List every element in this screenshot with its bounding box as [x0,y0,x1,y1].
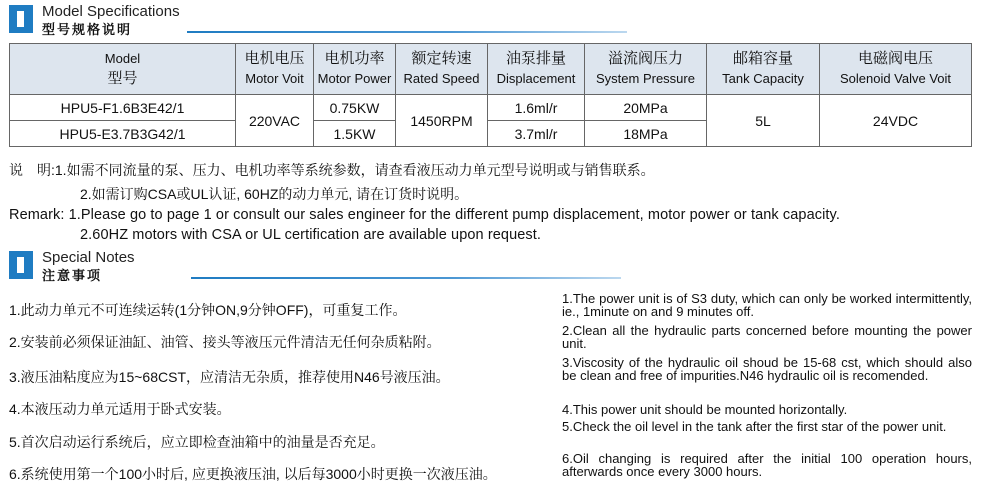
remark-en-line2: 2.60HZ motors with CSA or UL certification are available upon request. [80,227,542,243]
section-title-zh: 型号规格说明 [42,22,133,37]
section-title-en: Model Specifications [42,3,180,20]
section-header-special-notes [9,249,629,283]
cell-pressure: 18MPa [585,121,707,147]
section-marker-icon [9,251,33,279]
section-title-en: Special Notes [42,249,135,266]
cell-speed: 1450RPM [396,95,488,147]
cell-power: 0.75KW [314,95,396,121]
header-solenoid-voltage: 电磁阀电压 Solenoid Valve Voit [820,44,972,95]
section-rule [187,31,627,33]
header-motor-power: 电机功率 Motor Power [314,44,396,95]
special-en-item: 1.The power unit is of S3 duty, which can only be worked intermittently, ie., 1minute on and 9 minutes off. [562,291,972,319]
special-en-item: 2.Clean all the hydraulic parts concerned before mounting the power unit. [562,323,972,351]
table-header-row [10,44,972,95]
section-rule [191,277,621,279]
note-zh-text1: 1.如需不同流量的泵、压力、电机功率等系统参数，请查看液压动力单元型号说明或与销售联系。 [54,162,655,178]
header-system-pressure: 溢流阀压力 System Pressure [585,44,707,95]
special-zh-item: 4.本液压动力单元适用于卧式安装。 [9,401,231,417]
note-zh-line1 [9,160,655,180]
special-en-item: 5.Check the oil level in the tank after the first star of the power unit. [562,419,947,434]
cell-power: 1.5KW [314,121,396,147]
section-header-model-specifications [9,3,629,37]
remark-en-line1: Remark: 1.Please go to page 1 or consult our sales engineer for the different pump displacement, motor power or tank capacity. [9,207,840,223]
cell-solenoid: 24VDC [820,95,972,147]
note-zh-prefix: 说 明: [9,162,55,178]
cell-displacement: 1.6ml/r [488,95,585,121]
header-model: Model 型号 [10,44,236,95]
section-marker-icon [9,5,33,33]
table-row [10,95,972,121]
cell-voltage: 220VAC [236,95,314,147]
special-zh-item: 1.此动力单元不可连续运转(1分钟ON,9分钟OFF)，可重复工作。 [9,302,407,318]
cell-tank: 5L [707,95,820,147]
header-rated-speed: 额定转速 Rated Speed [396,44,488,95]
note-zh-line2: 2.如需订购CSA或UL认证, 60HZ的动力单元, 请在订货时说明。 [80,186,469,202]
special-zh-item: 5.首次启动运行系统后，应立即检查油箱中的油量是否充足。 [9,434,385,450]
special-en-item: 4.This power unit should be mounted horizontally. [562,402,848,417]
section-title-zh: 注意事项 [42,268,103,283]
header-tank-capacity: 邮箱容量 Tank Capacity [707,44,820,95]
special-zh-item: 6.系统使用第一个100小时后, 应更换液压油, 以后每3000小时更换一次液压油。 [9,466,497,482]
spec-table [9,43,972,147]
special-en-item: 6.Oil changing is required after the initial 100 operation hours, afterwards once every 3000 hours. [562,451,972,479]
cell-model: HPU5-F1.6B3E42/1 [10,95,236,121]
cell-model: HPU5-E3.7B3G42/1 [10,121,236,147]
header-displacement: 油泵排量 Displacement [488,44,585,95]
special-zh-item: 2.安装前必须保证油缸、油管、接头等液压元件清洁无任何杂质粘附。 [9,334,441,350]
cell-displacement: 3.7ml/r [488,121,585,147]
special-en-item: 3.Viscosity of the hydraulic oil shoud be 15-68 cst, which should also be clean and free of impurities.N46 hydraulic oil is recomended. [562,355,972,383]
cell-pressure: 20MPa [585,95,707,121]
special-zh-item: 3.液压油粘度应为15~68CST，应清洁无杂质，推荐使用N46号液压油。 [9,369,450,385]
header-motor-voltage: 电机电压 Motor Voit [236,44,314,95]
